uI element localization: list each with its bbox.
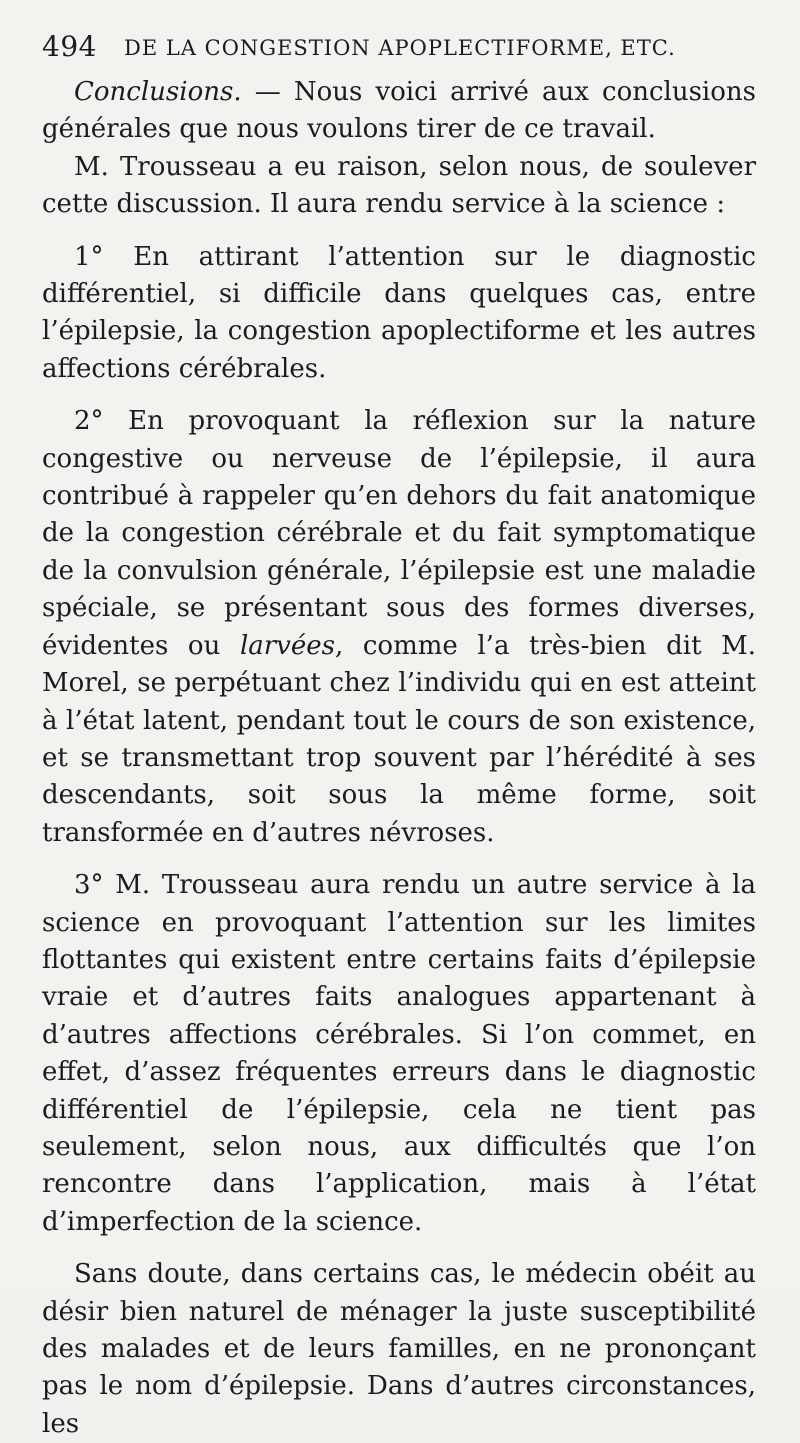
paragraph-text: Sans doute, dans certains cas, le médecin obéit au désir bien naturel de ménager la juste susceptibilité des malades et de leurs familles, en ne prononçant pas le nom d’épilepsie. Dans d’autres circonstances, les [42,1259,756,1439]
page-number: 494 [42,30,97,63]
paragraph-text: — Nous voici arrivé aux conclusions générales que nous voulons tirer de ce travail. [42,77,756,145]
paragraph-text: 3° M. Trousseau aura rendu un autre service à la science en provoquant l’attention sur les limites flottantes qui existent entre certains faits d’épilepsie vraie et d’autres faits analogues appartenant à d’autres affections cérébrales. Si l’on commet, en effet, d’assez fréquentes erreurs dans le diagnostic différentiel de l’épilepsie, cela ne tient pas seulement, selon nous, aux difficultés que l’on rencontre dans l’application, mais à l’état d’imperfection de la science. [42,870,756,1237]
paragraph-text: 2° En provoquant la réflexion sur la nature congestive ou nerveuse de l’épilepsie, il aura contribué à rappeler qu’en dehors du fait anatomique de la congestion cérébrale et du fait symptomatique de la convulsion générale, l’épilepsie est une maladie spéciale, se présentant sous des formes diverses, évidentes ou [42,406,756,661]
body-text [42,74,756,1443]
paragraph-text: 1° En attirant l’attention sur le diagnostic différentiel, si difficile dans quelques cas, entre l’épilepsie, la congestion apoplectiforme et les autres affections cérébrales. [42,241,756,384]
running-title: DE LA CONGESTION APOPLECTIFORME, ETC. [124,36,676,60]
page-header [42,30,762,70]
italic-term: larvées [239,630,335,661]
paragraph-text: M. Trousseau a eu raison, selon nous, de soulever cette discussion. Il aura rendu service à la science : [42,151,756,220]
paragraph-text: , comme l’a très-bien dit M. Morel, se perpétuant chez l’individu qui en est atteint à l’état latent, pendant tout le cours de son existence, et se transmettant trop souvent par l’hérédité à ses descendants, soit sous la même forme, soit transformée en d’autres névroses. [42,630,756,848]
paragraph-point-2 [42,403,756,852]
section-label-conclusions: Conclusions. [74,77,242,107]
paragraph-point-1 [42,239,756,389]
paragraph-trousseau [42,149,756,224]
paragraph-conclusions [42,74,756,149]
paragraph-point-3 [42,867,756,1241]
paragraph-sans-doute [42,1256,756,1443]
